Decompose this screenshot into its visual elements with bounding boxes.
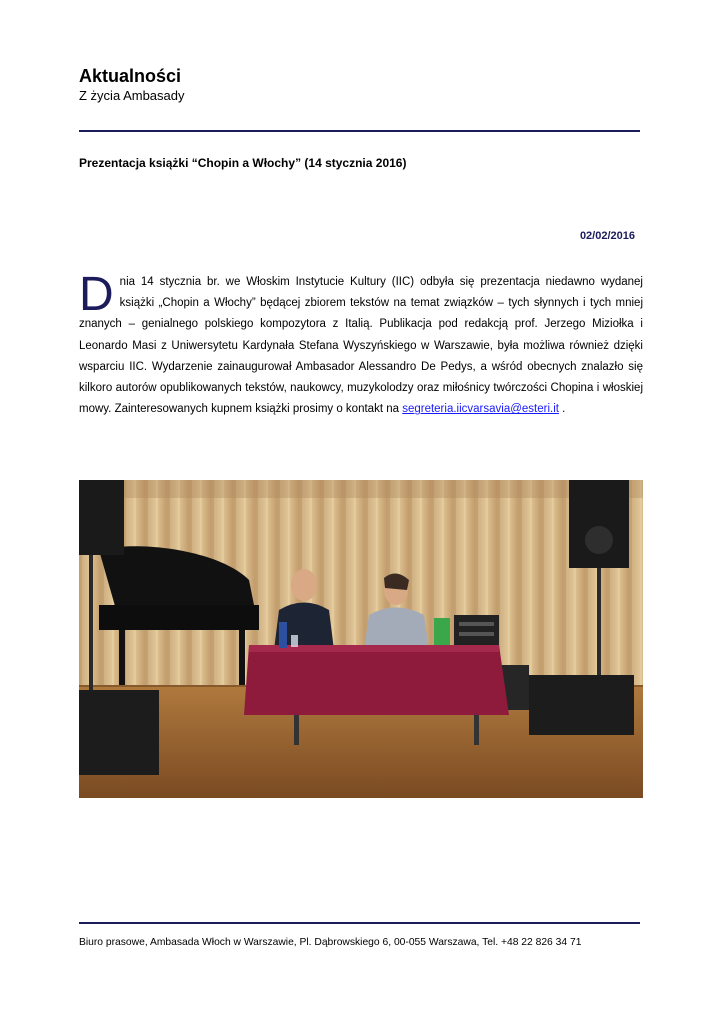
dropcap: D xyxy=(79,268,114,321)
article-body-end: . xyxy=(558,403,566,416)
footer-rule xyxy=(79,922,640,924)
article-title: Prezentacja książki “Chopin a Włochy” (14 stycznia 2016) xyxy=(79,156,407,170)
email-link[interactable]: segreteria.iicvarsavia@esteri.it xyxy=(402,403,559,416)
event-photo xyxy=(79,480,643,798)
section-subtitle: Z życia Ambasady xyxy=(79,88,185,103)
article-body xyxy=(79,268,643,420)
section-title: Aktualności xyxy=(79,66,182,86)
header-rule xyxy=(79,130,640,132)
article-date: 02/02/2016 xyxy=(579,230,635,242)
article-body-text: nia 14 stycznia br. we Włoskim Instytucie Kultury (IIC) odbyła się prezentacja niedawno wydanej książki „Chopin a Włochy” będącej zbiorem tekstów na temat związków – tych słynnych i tych mniej znanych – genialnego polskiego kompozytora z Italią. Publikacja pod redakcją prof. Jerzego Miziołka i Leonardo Masi z Uniwersytetu Kardynała Stefana Wyszyńskiego w Warszawie, była możliwa również dzięki wsparciu IIC. Wydarzenie zainaugurował Ambasador Alessandro De Pedys, a wśród obecnych znalazło się kilkoro autorów opublikowanych tekstów, naukowcy, muzykolodzy oraz miłośnicy twórczości Chopina i włoskiej mowy. Zainteresowanych kupnem książki prosimy o kontakt na xyxy=(79,276,643,416)
footer-contact: Biuro prasowe, Ambasada Włoch w Warszawie, Pl. Dąbrowskiego 6, 00-055 Warszawa, Tel. +48 22 826 34 71 xyxy=(79,937,582,948)
